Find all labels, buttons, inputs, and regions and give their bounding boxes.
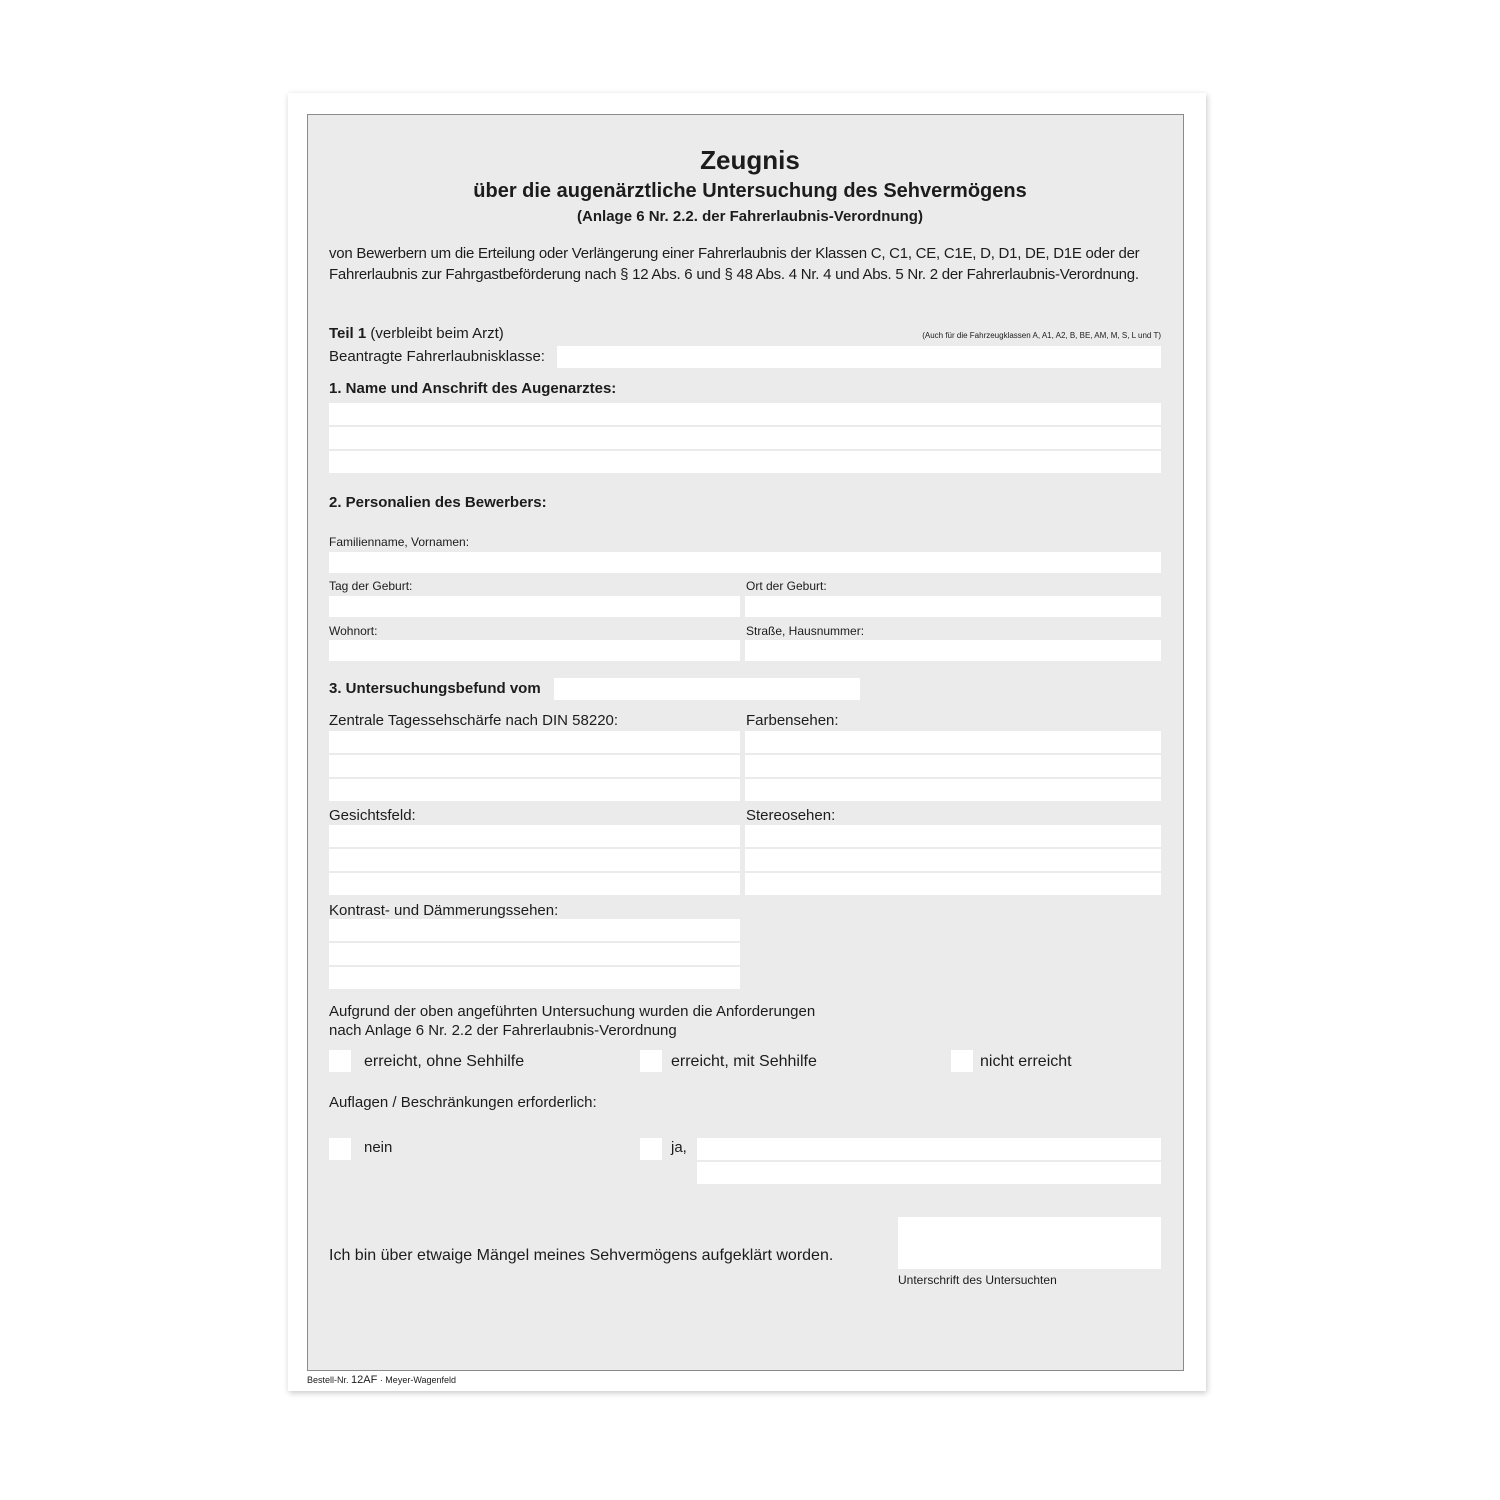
geburtsort-field[interactable] (745, 596, 1161, 617)
intro-line-1: von Bewerbern um die Erteilung oder Verlängerung einer Fahrerlaubnis der Klassen C, C1, CE, C1E, D, D1, DE, D1E oder der (329, 245, 1140, 262)
geburtstag-field[interactable] (329, 596, 740, 617)
wohnort-field[interactable] (329, 640, 740, 661)
checkbox-auflagen-ja[interactable] (640, 1138, 662, 1160)
strasse-field[interactable] (745, 640, 1161, 661)
sehschaerfe-line-2[interactable] (329, 755, 740, 777)
geburtsort-label: Ort der Geburt: (746, 579, 827, 593)
kontrast-line-3[interactable] (329, 967, 740, 989)
checkbox-auflagen-nein[interactable] (329, 1138, 351, 1160)
order-footer (307, 1374, 456, 1386)
befund-datum-field[interactable] (554, 678, 860, 700)
klasse-label: Beantragte Fahrerlaubnisklasse: (329, 348, 545, 365)
stereosehen-label: Stereosehen: (746, 807, 836, 824)
gesichtsfeld-label: Gesichtsfeld: (329, 807, 416, 824)
teil1-label (329, 325, 504, 342)
name-label: Familienname, Vornamen: (329, 535, 470, 549)
section2-heading: 2. Personalien des Bewerbers: (329, 494, 547, 511)
option-ohne-sehhilfe-label: erreicht, ohne Sehhilfe (364, 1053, 525, 1070)
gesichtsfeld-line-2[interactable] (329, 849, 740, 871)
wohnort-label: Wohnort: (329, 624, 378, 638)
strasse-label: Straße, Hausnummer: (746, 624, 865, 638)
stereosehen-line-2[interactable] (745, 849, 1161, 871)
sehschaerfe-line-3[interactable] (329, 779, 740, 801)
checkbox-mit-sehhilfe[interactable] (640, 1050, 662, 1072)
checkbox-nicht-erreicht[interactable] (951, 1050, 973, 1072)
farbensehen-line-3[interactable] (745, 779, 1161, 801)
aufklaerung-statement: Ich bin über etwaige Mängel meines Sehvermögens aufgeklärt worden. (329, 1247, 834, 1264)
augenarzt-line-3[interactable] (329, 451, 1161, 473)
form-legal-reference: (Anlage 6 Nr. 2.2. der Fahrerlaubnis-Verordnung) (577, 208, 923, 225)
sehschaerfe-line-1[interactable] (329, 731, 740, 753)
farbensehen-label: Farbensehen: (746, 712, 839, 729)
intro-line-2: Fahrerlaubnis zur Fahrgastbeförderung nach § 12 Abs. 6 und § 48 Abs. 4 Nr. 4 und Abs. 5 Nr. 2 der Fahrerlaubnis-Verordnung. (329, 266, 1139, 283)
auflagen-line-2[interactable] (697, 1162, 1161, 1184)
section1-heading: 1. Name und Anschrift des Augenarztes: (329, 380, 617, 397)
gesichtsfeld-line-1[interactable] (329, 825, 740, 847)
teil1-note: (Auch für die Fahrzeugklassen A, A1, A2, B, BE, AM, M, S, L und T) (922, 331, 1161, 340)
form-subtitle: über die augenärztliche Untersuchung des Sehvermögens (473, 180, 1027, 202)
teil1-label-rest: (verbleibt beim Arzt) (366, 325, 504, 342)
option-nicht-erreicht-label: nicht erreicht (980, 1053, 1072, 1070)
augenarzt-line-1[interactable] (329, 403, 1161, 425)
stereosehen-line-1[interactable] (745, 825, 1161, 847)
result-text-line-1: Aufgrund der oben angeführten Untersuchung wurden die Anforderungen (329, 1003, 816, 1020)
order-number: 12AF (351, 1374, 378, 1386)
sehschaerfe-label: Zentrale Tagessehschärfe nach DIN 58220: (329, 712, 619, 729)
signature-field[interactable] (898, 1217, 1161, 1269)
checkbox-ohne-sehhilfe[interactable] (329, 1050, 351, 1072)
gesichtsfeld-line-3[interactable] (329, 873, 740, 895)
auflagen-line-1[interactable] (697, 1138, 1161, 1160)
farbensehen-line-1[interactable] (745, 731, 1161, 753)
kontrast-line-1[interactable] (329, 919, 740, 941)
publisher: · Meyer-Wagenfeld (377, 1375, 457, 1385)
section3-heading: 3. Untersuchungsbefund vom (329, 680, 541, 697)
augenarzt-line-2[interactable] (329, 427, 1161, 449)
signature-label: Unterschrift des Untersuchten (898, 1273, 1057, 1287)
geburtstag-label: Tag der Geburt: (329, 579, 413, 593)
kontrast-line-2[interactable] (329, 943, 740, 965)
footer-prefix: Bestell-Nr. (307, 1375, 352, 1385)
option-mit-sehhilfe-label: erreicht, mit Sehhilfe (671, 1053, 817, 1070)
kontrast-label: Kontrast- und Dämmerungssehen: (329, 902, 559, 919)
stereosehen-line-3[interactable] (745, 873, 1161, 895)
farbensehen-line-2[interactable] (745, 755, 1161, 777)
form-title: Zeugnis (700, 145, 800, 175)
auflagen-label: Auflagen / Beschränkungen erforderlich: (329, 1094, 597, 1111)
name-field[interactable] (329, 552, 1161, 573)
auflagen-ja-label: ja, (671, 1139, 687, 1156)
klasse-field[interactable] (557, 346, 1161, 368)
auflagen-nein-label: nein (364, 1139, 393, 1156)
teil1-label-bold: Teil 1 (329, 325, 367, 342)
result-text-line-2: nach Anlage 6 Nr. 2.2 der Fahrerlaubnis-Verordnung (329, 1022, 677, 1039)
